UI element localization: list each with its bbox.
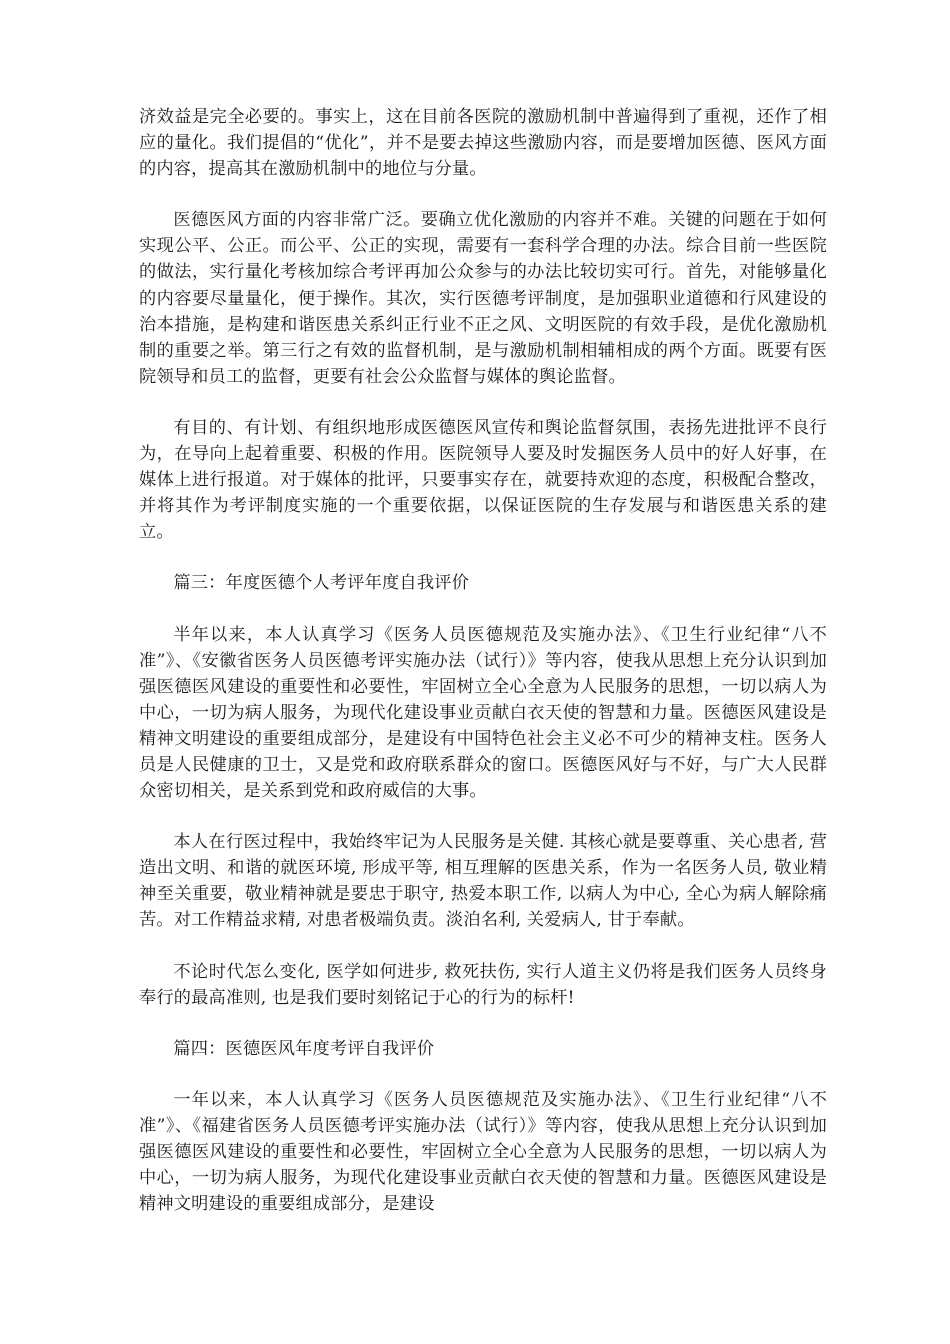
section-heading-4: 篇四：医德医风年度考评自我评价 <box>173 1038 435 1059</box>
paragraph-7: 一年以来，本人认真学习《医务人员医德规范及实施办法》、《卫生行业纪律“八不准”》、《福建省医务人员医德考评实施办法（试行）》等内容，使我从思想上充分认识到加强医德医风建设的重要性和必要性，牢固树立全心全意为人民服务的思想，一切以病人为中心，一切为病人服务，为现代化建设事业贡献白衣天使的智慧和力量。医德医风建设是精神文明建设的重要组成部分，是建设 <box>139 1089 827 1215</box>
paragraph-1: 济效益是完全必要的。事实上，这在目前各医院的激励机制中普遍得到了重视，还作了相应的量化。我们提倡的“优化”，并不是要去掉这些激励内容，而是要增加医德、医风方面的内容，提高其在激励机制中的地位与分量。 <box>139 107 827 180</box>
paragraph-6: 不论时代怎么变化, 医学如何进步, 救死扶伤, 实行人道主义仍将是我们医务人员终身奉行的最高准则, 也是我们要时刻铭记于心的行为的标杆! <box>139 961 827 1008</box>
section-heading-3: 篇三：年度医德个人考评年度自我评价 <box>173 573 469 594</box>
paragraph-3: 有目的、有计划、有组织地形成医德医风宣传和舆论监督氛围，表扬先进批评不良行为，在导向上起着重要、积极的作用。医院领导人要及时发掘医务人员中的好人好事，在媒体上进行报道。对于媒体的批评，只要事实存在，就要持欢迎的态度，积极配合整改，并将其作为考评制度实施的一个重要依据，以保证医院的生存发展与和谐医患关系的建立。 <box>139 417 827 543</box>
paragraph-4: 半年以来，本人认真学习《医务人员医德规范及实施办法》、《卫生行业纪律“八不准”》、《安徽省医务人员医德考评实施办法（试行）》等内容，使我从思想上充分认识到加强医德医风建设的重要性和必要性，牢固树立全心全意为人民服务的思想，一切以病人为中心，一切为病人服务，为现代化建设事业贡献白衣天使的智慧和力量。医德医风建设是精神文明建设的重要组成部分，是建设有中国特色社会主义必不可少的精神支柱。医务人员是人民健康的卫士，又是党和政府联系群众的窗口。医德医风好与不好，与广大人民群众密切相关，是关系到党和政府威信的大事。 <box>139 624 827 802</box>
document-page <box>139 104 827 1242</box>
paragraph-2: 医德医风方面的内容非常广泛。要确立优化激励的内容并不难。关键的问题在于如何实现公平、公正。而公平、公正的实现，需要有一套科学合理的办法。综合目前一些医院的做法，实行量化考核加综合考评再加公众参与的办法比较切实可行。首先，对能够量化的内容要尽量量化，便于操作。其次，实行医德考评制度，是加强职业道德和行风建设的治本措施，是构建和谐医患关系纠正行业不正之风、文明医院的有效手段，是优化激励机制的重要之举。第三行之有效的监督机制，是与激励机制相辅相成的两个方面。既要有医院领导和员工的监督，更要有社会公众监督与媒体的舆论监督。 <box>139 210 827 387</box>
paragraph-5: 本人在行医过程中，我始终牢记为人民服务是关健. 其核心就是要尊重、关心患者, 营造出文明、和谐的就医环境, 形成平等, 相互理解的医患关系，作为一名医务人员, 敬业精神至关重要，敬业精神就是要忠于职守, 热爱本职工作, 以病人为中心, 全心为病人解除痛苦。对工作精益求精, 对患者极端负责。淡泊名利, 关爱病人, 甘于奉献。 <box>139 832 827 931</box>
